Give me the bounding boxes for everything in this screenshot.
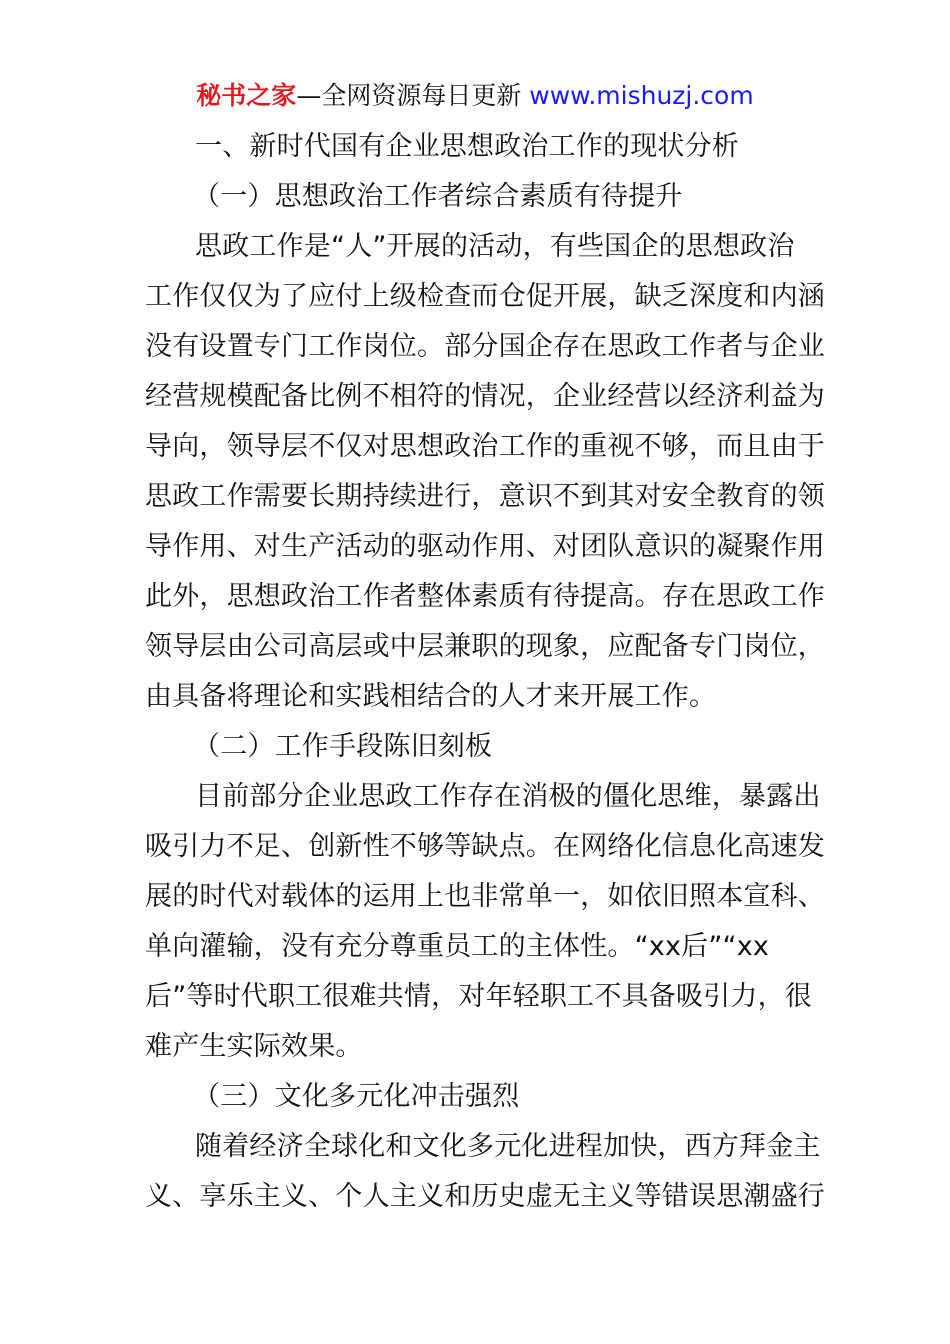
site-link[interactable]: www.mishuzj.com xyxy=(529,81,754,110)
paragraph-line: 目前部分企业思政工作存在消极的僵化思维，暴露出 xyxy=(195,781,821,812)
paragraph-line: 导向，领导层不仅对思想政治工作的重视不够，而且由于 xyxy=(145,431,825,462)
paragraph-line: 领导层由公司高层或中层兼职的现象，应配备专门岗位， xyxy=(145,631,825,662)
site-header xyxy=(0,78,950,114)
brand-name: 秘书之家 xyxy=(196,81,297,110)
section-heading: 一、新时代国有企业思想政治工作的现状分析 xyxy=(195,131,739,162)
paragraph-line: 导作用、对生产活动的驱动作用、对团队意识的凝聚作用 xyxy=(145,531,825,562)
paragraph-line: 工作仅仅为了应付上级检查而仓促开展，缺乏深度和内涵 xyxy=(145,281,825,312)
paragraph-line: 此外，思想政治工作者整体素质有待提高。存在思政工作 xyxy=(145,581,825,612)
paragraph-line: 吸引力不足、创新性不够等缺点。在网络化信息化高速发 xyxy=(145,831,825,862)
paragraph-line: 没有设置专门工作岗位。部分国企存在思政工作者与企业 xyxy=(145,331,825,362)
header-slogan: —全网资源每日更新 xyxy=(296,81,522,110)
paragraph-line: 展的时代对载体的运用上也非常单一，如依旧照本宣科、 xyxy=(145,881,825,912)
subheading-3: （三）文化多元化冲击强烈 xyxy=(193,1081,520,1112)
subheading-1: （一）思想政治工作者综合素质有待提升 xyxy=(193,181,683,212)
subheading-2: （二）工作手段陈旧刻板 xyxy=(193,731,493,762)
paragraph-line: 由具备将理论和实践相结合的人才来开展工作。 xyxy=(145,681,717,712)
paragraph-line: 经营规模配备比例不相符的情况，企业经营以经济利益为 xyxy=(145,381,825,412)
paragraph-line: 后”等时代职工很难共情，对年轻职工不具备吸引力，很 xyxy=(145,981,812,1012)
paragraph-line: 义、享乐主义、个人主义和历史虚无主义等错误思潮盛行 xyxy=(145,1181,825,1212)
paragraph-line: 思政工作需要长期持续进行，意识不到其对安全教育的领 xyxy=(145,481,825,512)
paragraph-line: 单向灌输，没有充分尊重员工的主体性。“xx后”“xx xyxy=(145,931,770,962)
paragraph-line: 随着经济全球化和文化多元化进程加快，西方拜金主 xyxy=(195,1131,821,1162)
paragraph-line: 难产生实际效果。 xyxy=(145,1031,363,1062)
paragraph-line: 思政工作是“人”开展的活动，有些国企的思想政治 xyxy=(195,231,795,262)
